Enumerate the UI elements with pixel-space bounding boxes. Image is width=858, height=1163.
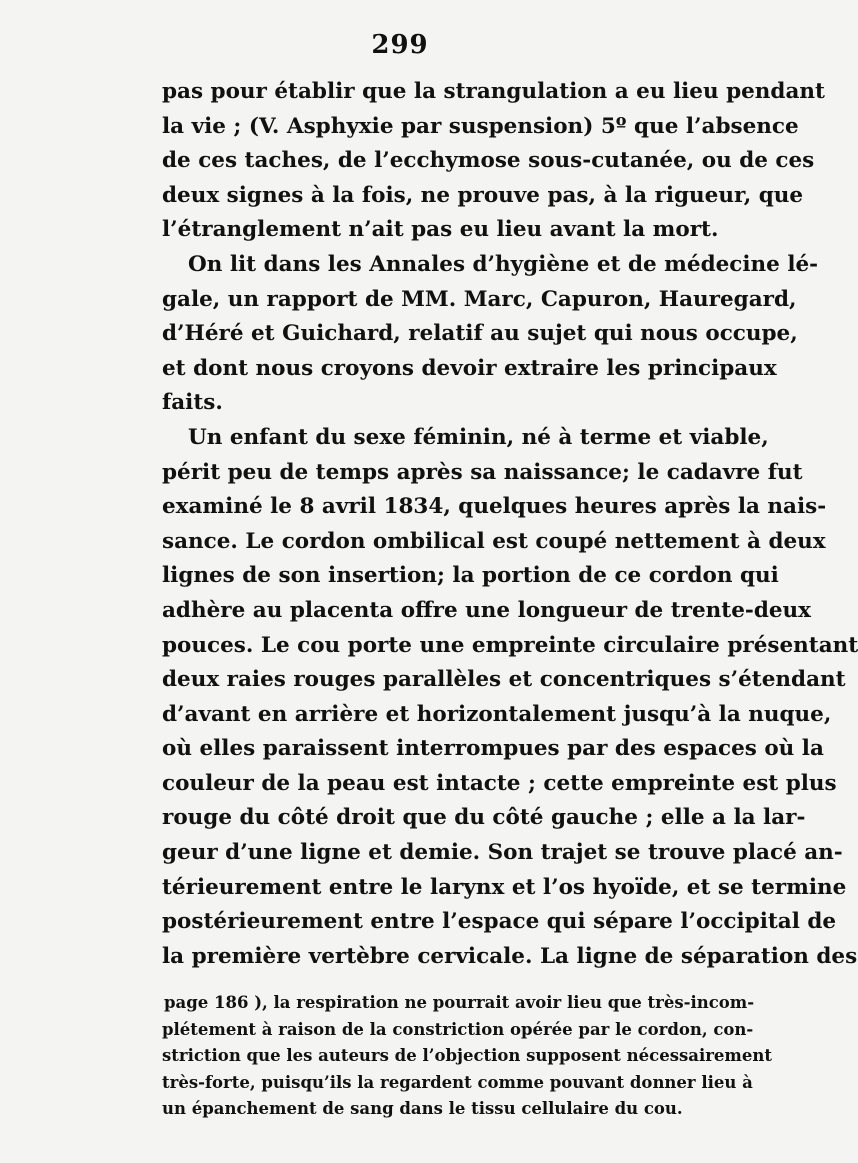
footnote xyxy=(162,990,773,1123)
text-line: lignes de son insertion; la portion de ce cordon qui xyxy=(162,563,779,589)
text-line: postérieurement entre l’espace qui sépare l’occipital de xyxy=(162,909,837,935)
text-line: d’avant en arrière et horizontalement jusqu’à la nuque, xyxy=(162,701,832,727)
text-line: et dont nous croyons devoir extraire les principaux xyxy=(162,355,777,381)
text-line: adhère au placenta offre une longueur de trente-deux xyxy=(162,597,811,623)
text-line: faits. xyxy=(162,390,223,416)
footnote-line: plétement à raison de la constriction opérée par le cordon, con- xyxy=(162,1019,754,1039)
text-line: pouces. Le cou porte une empreinte circulaire présentant xyxy=(162,632,858,658)
text-line: térieurement entre le larynx et l’os hyoïde, et se termine xyxy=(162,874,847,900)
text-line: la première vertèbre cervicale. La ligne de séparation des xyxy=(162,943,858,969)
text-line: la vie ; (V. Asphyxie par suspension) 5º que l’absence xyxy=(162,113,799,139)
text-line: gale, un rapport de MM. Marc, Capuron, Hauregard, xyxy=(162,286,797,312)
text-line: d’Héré et Guichard, relatif au sujet qui nous occupe, xyxy=(162,321,798,347)
text-line: périt peu de temps après sa naissance; le cadavre fut xyxy=(162,459,803,485)
text-line: de ces taches, de l’ecchymose sous-cutanée, ou de ces xyxy=(162,148,815,174)
page-number: 299 xyxy=(371,30,429,60)
text-line: deux signes à la fois, ne prouve pas, à la rigueur, que xyxy=(162,182,804,208)
text-line: couleur de la peau est intacte ; cette empreinte est plus xyxy=(162,770,837,796)
text-line: pas pour établir que la strangulation a eu lieu pendant xyxy=(162,79,825,104)
footnote-line: très-forte, puisqu’ils la regardent comme pouvant donner lieu à xyxy=(162,1072,753,1092)
text-line: rouge du côté droit que du côté gauche ; elle a la lar- xyxy=(162,805,806,831)
text-line: Un enfant du sexe féminin, né à terme et viable, xyxy=(188,424,769,450)
text-line: examiné le 8 avril 1834, quelques heures après la nais- xyxy=(162,494,827,520)
text-line: sance. Le cordon ombilical est coupé nettement à deux xyxy=(162,528,826,554)
text-line: l’étranglement n’ait pas eu lieu avant la mort. xyxy=(162,217,719,243)
text-line: où elles paraissent interrompues par des espaces où la xyxy=(162,736,824,762)
footnote-line: page 186 ), la respiration ne pourrait avoir lieu que très-incom- xyxy=(164,993,755,1012)
text-line: On lit dans les Annales d’hygiène et de médecine lé- xyxy=(188,251,819,277)
footnote-line: striction que les auteurs de l’objection supposent nécessairement xyxy=(162,1046,773,1065)
footnote-line: un épanchement de sang dans le tissu cellulaire du cou. xyxy=(162,1099,683,1118)
text-line: geur d’une ligne et demie. Son trajet se trouve placé an- xyxy=(162,840,843,866)
text-line: deux raies rouges parallèles et concentriques s’étendant xyxy=(162,667,846,693)
body-text xyxy=(162,75,858,974)
